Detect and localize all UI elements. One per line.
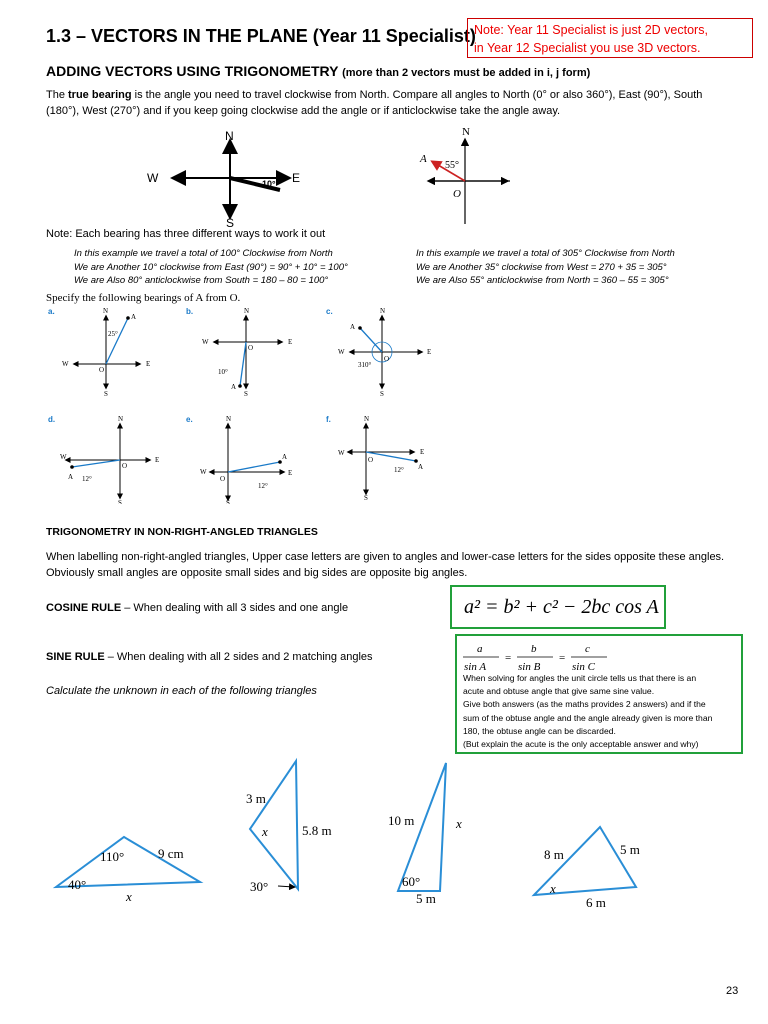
trig-heading: TRIGONOMETRY IN NON-RIGHT-ANGLED TRIANGLES	[46, 526, 318, 538]
triangle-2	[250, 761, 298, 889]
exercise-e-angle: 12°	[258, 482, 268, 490]
t3-side1: 10 m	[388, 813, 415, 828]
b-n: N	[244, 307, 250, 315]
trig-paragraph: When labelling non-right-angled triangles, Upper case letters are given to angles and lower-case letters for the sides opposite these angles. Obviously small angles are opposite small sides and big sides are opposite big angles.	[46, 551, 725, 579]
t2-angle: 30°	[250, 879, 269, 894]
e-w: W	[200, 468, 207, 476]
t4-side2: 5 m	[620, 842, 640, 857]
sine-den-b: sin B	[518, 661, 541, 673]
exercise-f-label: f.	[326, 415, 331, 424]
bearing-exercises	[44, 304, 444, 504]
a-a: A	[131, 313, 137, 321]
c-a: A	[350, 323, 356, 331]
note-line-1: Note: Year 11 Specialist is just 2D vectors,	[474, 23, 708, 37]
a-w: W	[62, 360, 69, 368]
b-o: O	[248, 344, 254, 352]
t3-unknown: x	[456, 816, 462, 831]
example-right-line: In this example we travel a total of 305° Clockwise from North	[416, 248, 675, 259]
c-s: S	[380, 390, 384, 398]
sine-rule-text	[46, 651, 373, 663]
sine-note	[463, 672, 743, 751]
exercise-a-angle: 25°	[108, 330, 118, 338]
sine-note-line: (But explain the acute is the only acceptable answer and why)	[463, 739, 699, 750]
compass2-o: O	[453, 188, 461, 200]
t4-unknown: x	[550, 881, 556, 896]
b-w: W	[202, 338, 209, 346]
sine-rule-box	[455, 634, 743, 754]
a-s: S	[104, 390, 108, 398]
d-e: E	[155, 456, 160, 464]
sine-num-b: b	[531, 643, 537, 655]
cosine-rule-text	[46, 602, 348, 614]
sine-eq-2: =	[559, 652, 566, 664]
e-n: N	[226, 415, 232, 423]
three-ways-note: Note: Each bearing has three different ways to work it out	[46, 228, 326, 240]
example-left-line: We are Also 80° anticlockwise from South = 180 – 80 = 100°	[74, 275, 329, 286]
compass2-a: A	[420, 153, 427, 165]
sine-num-a: a	[477, 643, 483, 655]
a-n: N	[103, 307, 109, 315]
bearing-intro	[46, 87, 736, 119]
cosine-label: COSINE RULE	[46, 602, 122, 614]
compass1-e: E	[292, 171, 301, 185]
t2-side1: 3 m	[246, 791, 266, 806]
note-line-2: in Year 12 Specialist you use 3D vectors.	[474, 41, 701, 55]
compass2-angle: 55°	[445, 160, 459, 171]
sine-den-a: sin A	[464, 661, 487, 673]
sine-note-line: acute and obtuse angle that give same sine value.	[463, 686, 655, 697]
sine-label: SINE RULE	[46, 651, 105, 663]
exercise-b-label: b.	[186, 307, 194, 316]
d-n: N	[118, 415, 124, 423]
t3-side2: 5 m	[416, 891, 436, 906]
e-e: E	[288, 469, 293, 477]
sine-num-c: c	[585, 643, 590, 655]
note-box	[467, 18, 753, 58]
page-number: 23	[726, 985, 739, 997]
sine-note-line: sum of the obtuse angle and the angle already given is more than	[463, 712, 713, 723]
intro-bold: true bearing	[68, 89, 132, 101]
t1-side: 9 cm	[158, 846, 184, 861]
f-e: E	[420, 448, 425, 456]
section-heading-main: ADDING VECTORS USING TRIGONOMETRY	[46, 63, 339, 79]
cosine-formula-box	[450, 585, 666, 629]
exercise-d-label: d.	[48, 415, 56, 424]
f-o: O	[368, 456, 374, 464]
compass-diagram-1	[140, 128, 320, 228]
t1-angle2: 40°	[68, 877, 87, 892]
t3-angle: 60°	[402, 874, 421, 889]
a-o: O	[99, 366, 105, 374]
intro-post: is the angle you need to travel clockwise from North. Compare all angles to North (0° or also 360°), East (90°), South (180°), West (270°) and if you keep going clockwise add the angle or if anticlockwise take the angle away.	[46, 89, 703, 117]
exercise-prompt: Specify the following bearings of A from O.	[46, 292, 241, 304]
exercise-c-label: c.	[326, 307, 333, 316]
exercise-f-angle: 12°	[394, 466, 404, 474]
sine-note-line: Give both answers (as the maths provides 2 answers) and if the	[463, 699, 706, 710]
compass1-angle: 10°	[262, 179, 276, 189]
f-n: N	[364, 415, 370, 423]
t1-angle1: 110°	[100, 849, 125, 864]
calc-prompt: Calculate the unknown in each of the following triangles	[46, 685, 317, 697]
section-heading	[46, 63, 590, 79]
t1-unknown: x	[126, 889, 132, 904]
b-e: E	[288, 338, 293, 346]
section-heading-note: (more than 2 vectors must be added in i, j form)	[342, 67, 591, 79]
e-s: S	[226, 499, 230, 504]
c-o: O	[384, 355, 390, 363]
t2-side2: 5.8 m	[302, 823, 332, 838]
t4-side1: 8 m	[544, 847, 564, 862]
sine-note-line: 180, the obtuse angle can be discarded.	[463, 725, 616, 736]
d-s: S	[118, 499, 122, 504]
example-right-line: We are Also 55° anticlockwise from North = 360 – 55 = 305°	[416, 275, 669, 286]
a-e: E	[146, 360, 151, 368]
sine-desc: – When dealing with all 2 sides and 2 matching angles	[104, 651, 373, 663]
exercise-d-angle: 12°	[82, 475, 92, 483]
t2-unknown: x	[262, 824, 268, 839]
f-a: A	[418, 463, 424, 471]
compass1-w: W	[147, 171, 159, 185]
b-a: A	[231, 383, 237, 391]
triangles	[40, 755, 680, 915]
compass2-n: N	[462, 126, 470, 138]
compass1-n: N	[225, 129, 234, 143]
page-title: 1.3 – VECTORS IN THE PLANE (Year 11 Specialist)	[46, 26, 476, 46]
cosine-formula: a² = b² + c² − 2bc cos A	[464, 596, 659, 618]
sine-note-line: When solving for angles the unit circle tells us that there is an	[463, 673, 697, 683]
sine-eq-1: =	[505, 652, 512, 664]
exercise-e-label: e.	[186, 415, 193, 424]
exercise-b-angle: 10°	[218, 368, 228, 376]
example-left-line: We are Another 10° clockwise from East (90°) = 90° + 10° = 100°	[74, 261, 348, 273]
c-w: W	[338, 348, 345, 356]
f-s: S	[364, 494, 368, 502]
c-n: N	[380, 307, 386, 315]
intro-pre: The	[46, 89, 69, 101]
sine-den-c: sin C	[572, 661, 595, 673]
cosine-desc: – When dealing with all 3 sides and one angle	[121, 602, 349, 614]
example-left	[74, 247, 414, 288]
exercise-c-angle: 310°	[358, 361, 372, 369]
e-o: O	[220, 475, 226, 483]
exercise-a-label: a.	[48, 307, 55, 316]
e-a: A	[282, 453, 288, 461]
f-w: W	[338, 449, 345, 457]
example-right-line: We are Another 35° clockwise from West = 270 + 35 = 305°	[416, 261, 667, 273]
d-w: W	[60, 453, 67, 461]
d-a: A	[68, 473, 74, 481]
c-e: E	[427, 348, 432, 356]
d-o: O	[122, 462, 128, 470]
t4-side3: 6 m	[586, 895, 606, 910]
compass1-s: S	[226, 216, 235, 228]
example-right	[416, 247, 756, 288]
compass-diagram-2	[415, 124, 515, 228]
example-left-line: In this example we travel a total of 100° Clockwise from North	[74, 248, 333, 259]
b-s: S	[244, 390, 248, 398]
